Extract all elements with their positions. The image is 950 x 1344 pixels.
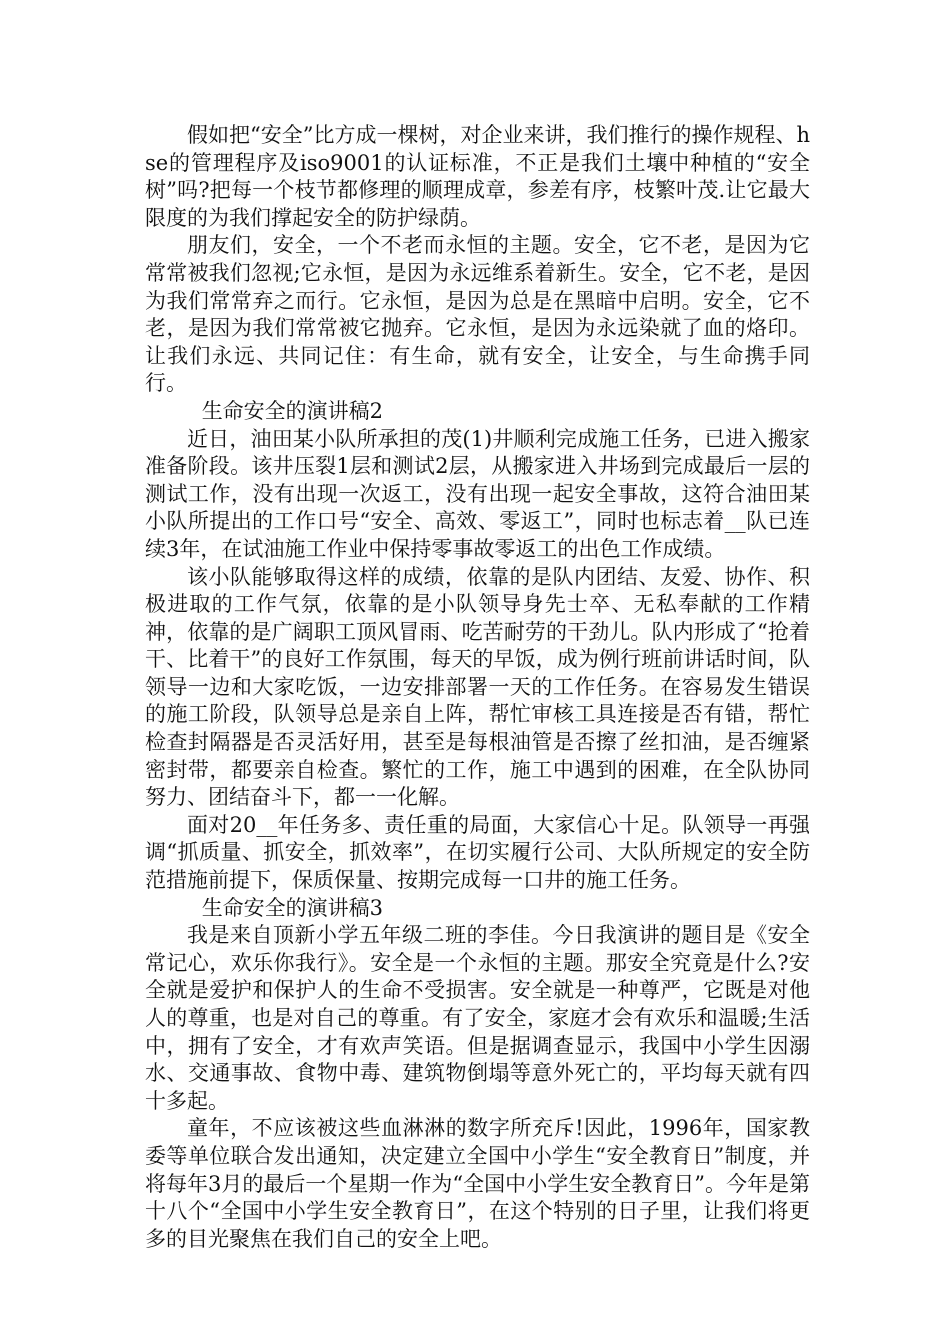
document-body <box>145 122 810 1253</box>
paragraph: 近日，油田某小队所承担的茂(1)井顺利完成施工任务，已进入搬家准备阶段。该井压裂1层和测试2层，从搬家进入井场到完成最后一层的测试工作，没有出现一次返工，没有出现一起安全事故，这符合油田某小队所提出的工作口号“安全、高效、零返工”，同时也标志着__队已连续3年，在试油施工作业中保持零事故零返工的出色工作成绩。 <box>145 426 810 561</box>
paragraph: 面对20__年任务多、责任重的局面，大家信心十足。队领导一再强调“抓质量、抓安全，抓效率”，在切实履行公司、大队所规定的安全防范措施前提下，保质保量、按期完成每一口井的施工任务。 <box>145 812 810 893</box>
section-heading: 生命安全的演讲稿2 <box>201 398 384 423</box>
paragraph: 假如把“安全”比方成一棵树，对企业来讲，我们推行的操作规程、hse的管理程序及iso9001的认证标准，不正是我们土壤中种植的“安全树”吗?把每一个枝节都修理的顺理成章，参差有序，枝繁叶茂.让它最大限度的为我们撑起安全的防护绿荫。 <box>145 123 810 230</box>
paragraph: 朋友们，安全，一个不老而永恒的主题。安全，它不老，是因为它常常被我们忽视;它永恒，是因为永远维系着新生。安全，它不老，是因为我们常常弃之而行。它永恒，是因为总是在黑暗中启明。安全，它不老，是因为我们常常被它抛弃。它永恒，是因为永远染就了血的烙印。让我们永远、共同记住：有生命，就有安全，让安全，与生命携手同行。 <box>145 233 810 396</box>
paragraph: 童年，不应该被这些血淋淋的数字所充斥!因此，1996年，国家教委等单位联合发出通知，决定建立全国中小学生“安全教育日”制度，并将每年3月的最后一个星期一作为“全国中小学生安全教育日”。今年是第十八个“全国中小学生安全教育日”，在这个特别的日子里，让我们将更多的目光聚焦在我们自己的安全上吧。 <box>145 1116 810 1251</box>
paragraph: 我是来自顶新小学五年级二班的李佳。今日我演讲的题目是《安全常记心，欢乐你我行》。安全是一个永恒的主题。那安全究竟是什么?安全就是爱护和保护人的生命不受损害。安全就是一种尊严，它既是对他人的尊重，也是对自己的尊重。有了安全，家庭才会有欢乐和温暖;生活中，拥有了安全，才有欢声笑语。但是据调查显示，我国中小学生因溺水、交通事故、食物中毒、建筑物倒塌等意外死亡的，平均每天就有四十多起。 <box>145 923 810 1113</box>
paragraph: 该小队能够取得这样的成绩，依靠的是队内团结、友爱、协作、积极进取的工作气氛，依靠的是小队领导身先士卒、无私奉献的工作精神，依靠的是广阔职工顶风冒雨、吃苦耐劳的干劲儿。队内形成了“抢着干、比着干”的良好工作氛围，每天的早饭，成为例行班前讲话时间，队领导一边和大家吃饭，一边安排部署一天的工作任务。在容易发生错误的施工阶段，队领导总是亲自上阵，帮忙审核工具连接是否有错，帮忙检查封隔器是否灵活好用，甚至是每根油管是否擦了丝扣油，是否缠紧密封带，都要亲自检查。繁忙的工作，施工中遇到的困难，在全队协同努力、团结奋斗下，都一一化解。 <box>145 564 810 810</box>
section-heading: 生命安全的演讲稿3 <box>201 895 384 920</box>
